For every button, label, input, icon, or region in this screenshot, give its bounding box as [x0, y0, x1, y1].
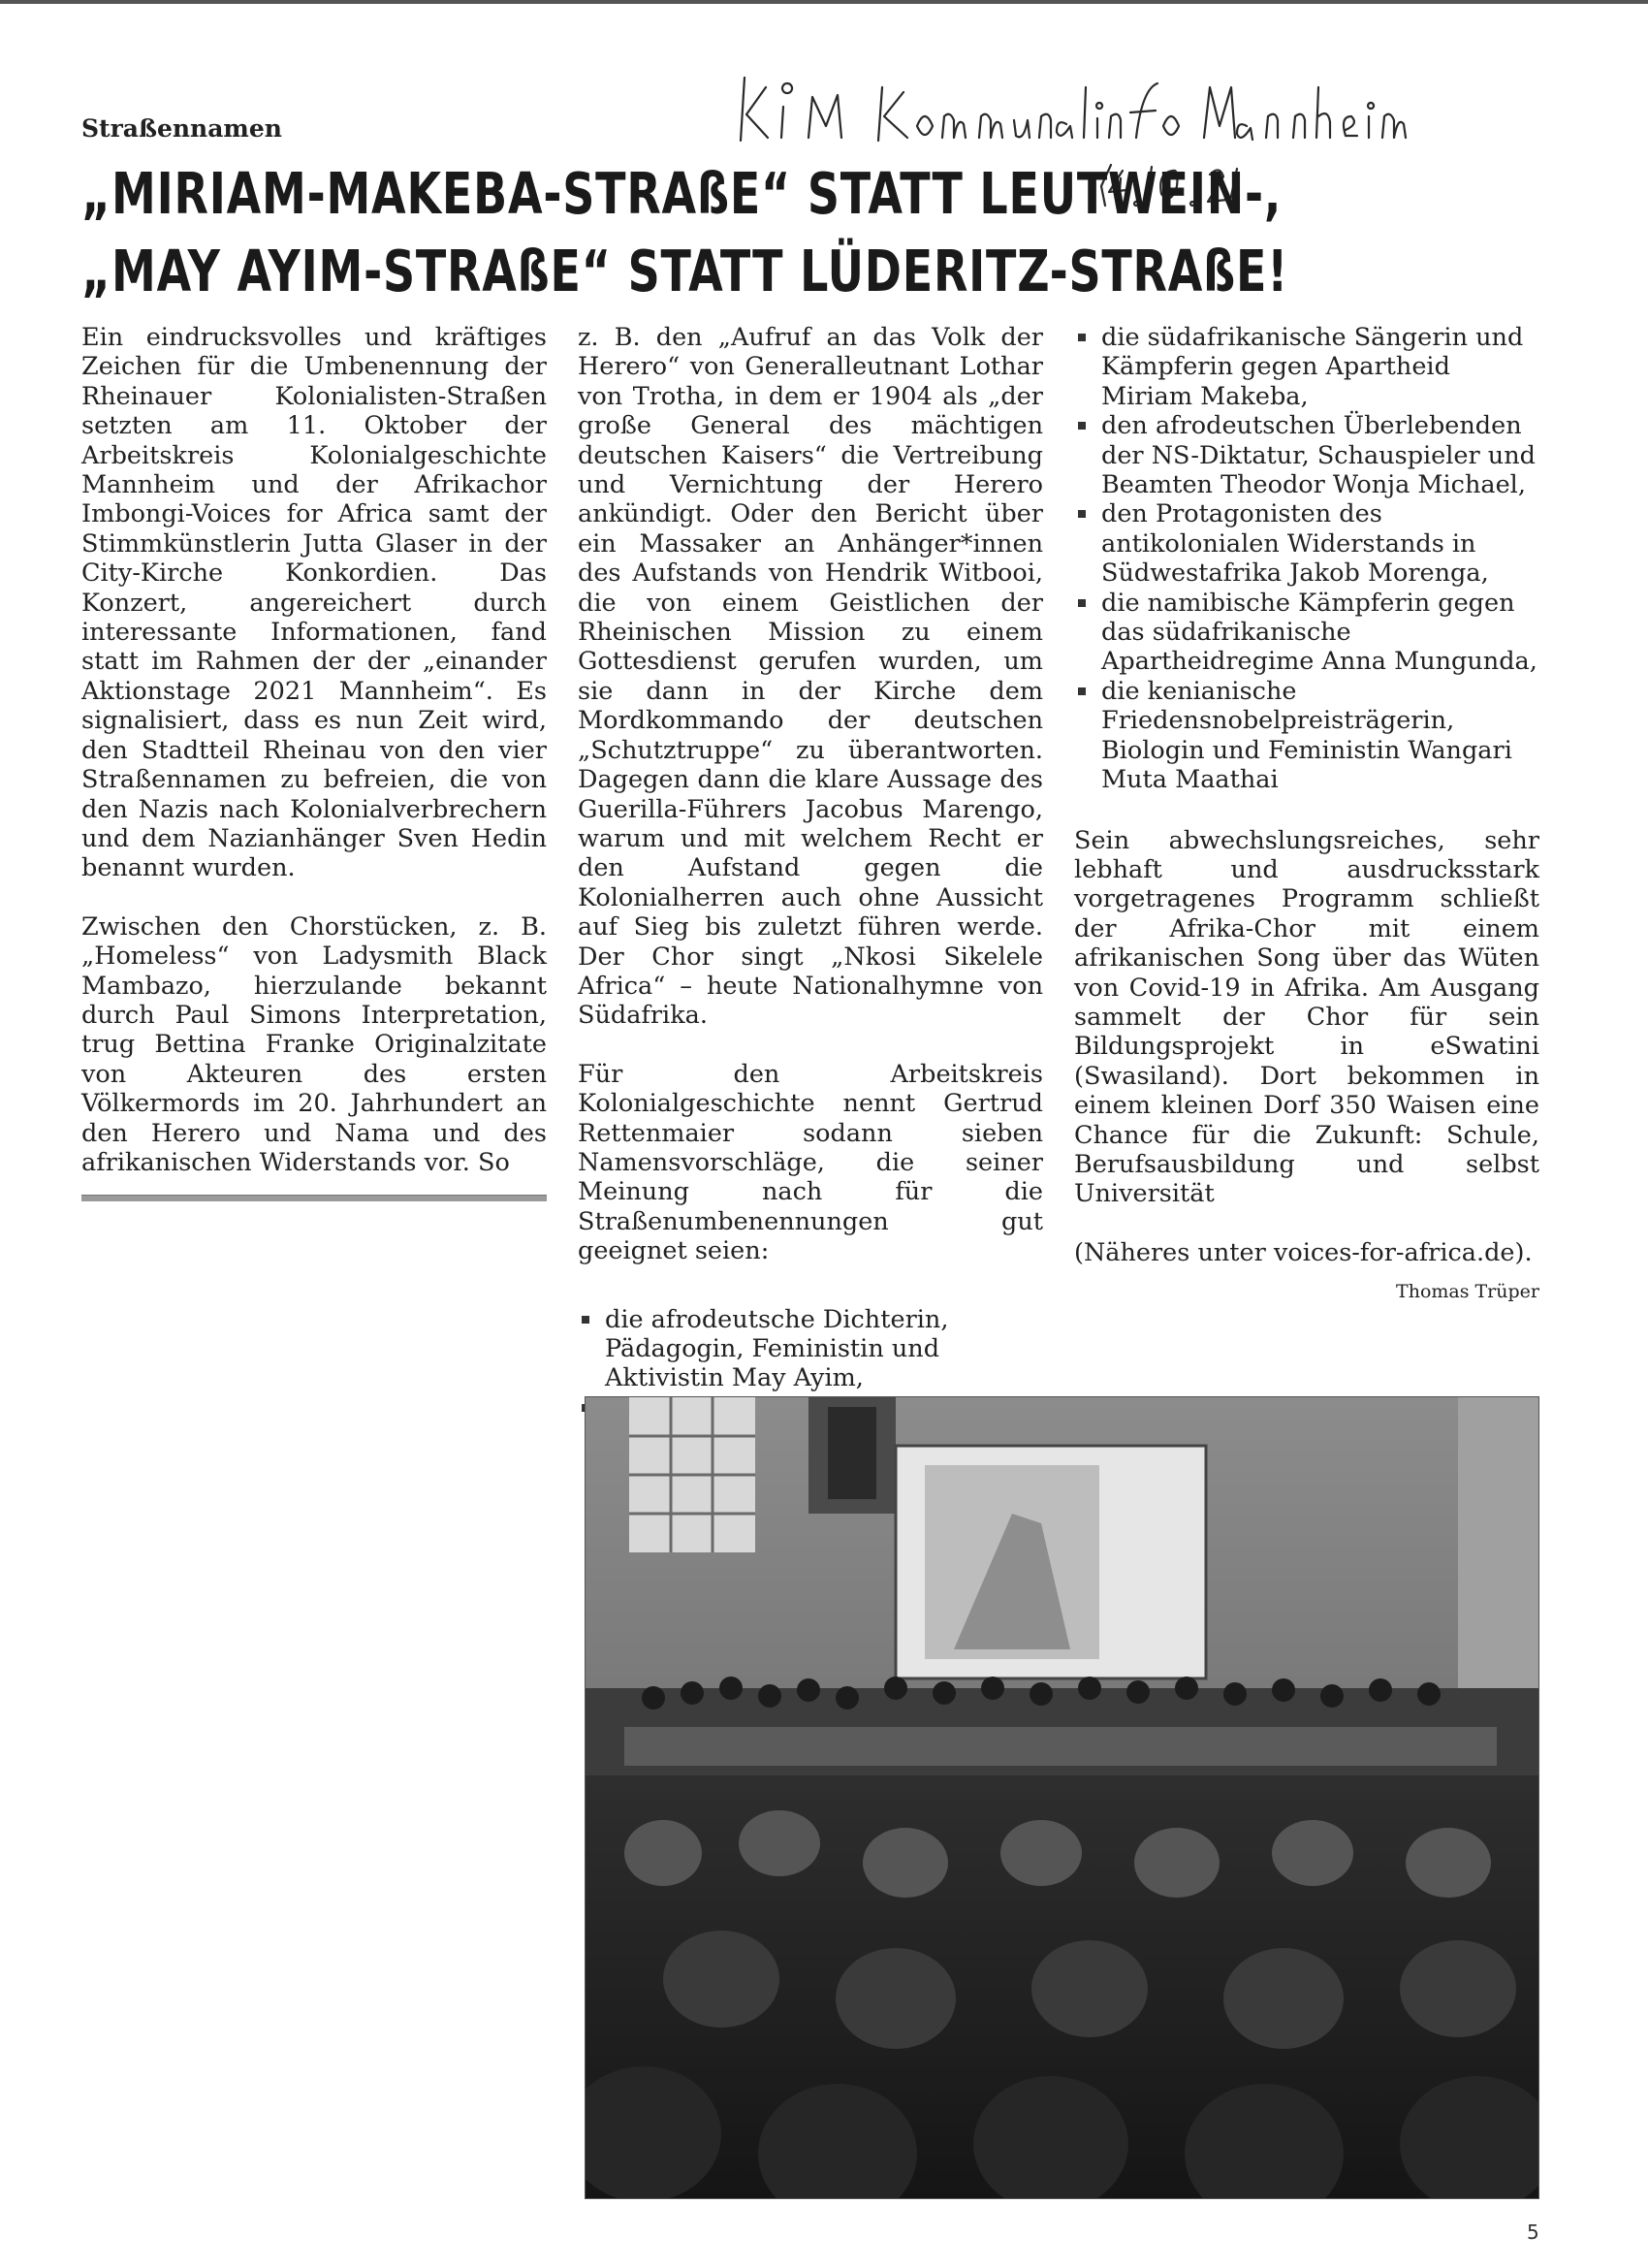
- article-column-3: [1074, 323, 1539, 1307]
- list-item: die afrodeutsche Dichterin, Pädagogin, Feministin und Aktivistin May Ayim,: [578, 1305, 1043, 1393]
- article-headline: [81, 155, 1289, 310]
- headline-line-2: „MAY AYIM-STRAßE“ STATT LÜDERITZ-STRAßE!: [81, 238, 1289, 304]
- list-item: die namibische Kämpferin gegen das südafrikanische Apartheidregime Anna Mungunda,: [1074, 589, 1539, 677]
- choir-concert-photo: [585, 1396, 1539, 2199]
- list-item: den Protagonisten des antikolonialen Widerstands in Südwestafrika Jakob Morenga,: [1074, 499, 1539, 588]
- name-proposals-list-continued: [1074, 323, 1539, 795]
- paragraph: z. B. den „Aufruf an das Volk der Herero“ von Generalleutnant Lothar von Trotha, in dem er 1904 als „der große General des mächtigen deutschen Kaisers“ die Vertreibung und Vernichtung der Herero ankündigt. Oder den Bericht über ein Massaker an Anhänger*innen des Aufstands von Hendrik Witbooi, die von einem Geistlichen der Rheinischen Mission zu einem Gottesdienst gerufen wurden, um sie dann in der Kirche dem Mordkommando der deutschen „Schutztruppe“ zu überantworten. Dagegen dann die klare Aussage des Guerilla-Führers Jacobus Marengo, warum und mit welchem Recht er den Aufstand gegen die Kolonialherren auch ohne Aussicht auf Sieg bis zuletzt führen werde. Der Chor singt „Nkosi Sikelele Africa“ – heute Nationalhymne von Südafrika.: [578, 323, 1043, 1031]
- top-border-rule: [0, 0, 1648, 4]
- website-note: (Näheres unter voices-for-africa.de).: [1074, 1237, 1533, 1267]
- paragraph: Zwischen den Chorstücken, z. B. „Homeless“ von Ladysmith Black Mambazo, hierzulande bekannt durch Paul Simons Interpretation, trug Bettina Franke Originalzitate von Akteuren des ersten Völkermords im 20. Jahrhundert an den Herero und Nama und des afrikanischen Widerstands vor. So: [81, 911, 547, 1177]
- article-column-2: [578, 323, 1043, 1482]
- page-number: 5: [1527, 2220, 1539, 2244]
- list-item: die kenianische Friedensnobelpreisträgerin, Biologin und Feministin Wangari Muta Maathai: [1074, 677, 1539, 795]
- author-byline: Thomas Trüper: [1396, 1281, 1539, 1303]
- paragraph: Für den Arbeitskreis Kolonialgeschichte nennt Gertrud Rettenmaier sodann sieben Namensvorschläge, die seiner Meinung nach für die Straßenumbenennungen gut geeignet seien:: [578, 1059, 1043, 1266]
- paragraph: Sein abwechslungsreiches, sehr lebhaft und ausdrucksstark vorgetragenes Programm schließt der Afrika-Chor mit einem afrikanischen Song über das Wüten von Covid-19 in Afrika. Am Ausgang sammelt der Chor für sein Bildungsprojekt in eSwatini (Swasiland). Dort bekommen in einem kleinen Dorf 350 Waisen eine Chance für die Zukunft: Schule, Berufsausbildung und selbst Universität: [1074, 825, 1539, 1209]
- column-divider-rule: [81, 1195, 547, 1201]
- section-label: Straßennamen: [81, 114, 282, 143]
- article-column-1: [81, 323, 547, 1201]
- headline-line-1: „MIRIAM-MAKEBA-STRAßE“ STATT LEUTWEIN-,: [81, 160, 1283, 227]
- list-item: die südafrikanische Sängerin und Kämpferin gegen Apartheid Miriam Makeba,: [1074, 323, 1539, 411]
- paragraph: Ein eindrucksvolles und kräftiges Zeichen für die Umbenennung der Rheinauer Kolonialisten-Straßen setzten am 11. Oktober der Arbeitskreis Kolonialgeschichte Mannheim und der Afrikachor Imbongi-Voices for Africa samt der Stimmkünstlerin Jutta Glaser in der City-Kirche Konkordien. Das Konzert, angereichert durch interessante Informationen, fand statt im Rahmen der der „einander Aktionstage 2021 Mannheim“. Es signalisiert, dass es nun Zeit wird, den Stadtteil Rheinau von den vier Straßennamen zu befreien, die von den Nazis nach Kolonialverbrechern und dem Nazianhänger Sven Hedin benannt wurden.: [81, 323, 547, 883]
- list-item: den afrodeutschen Überlebenden der NS-Diktatur, Schauspieler und Beamten Theodor Wonja Michael,: [1074, 411, 1539, 499]
- photo-illustration: [586, 1397, 1538, 2198]
